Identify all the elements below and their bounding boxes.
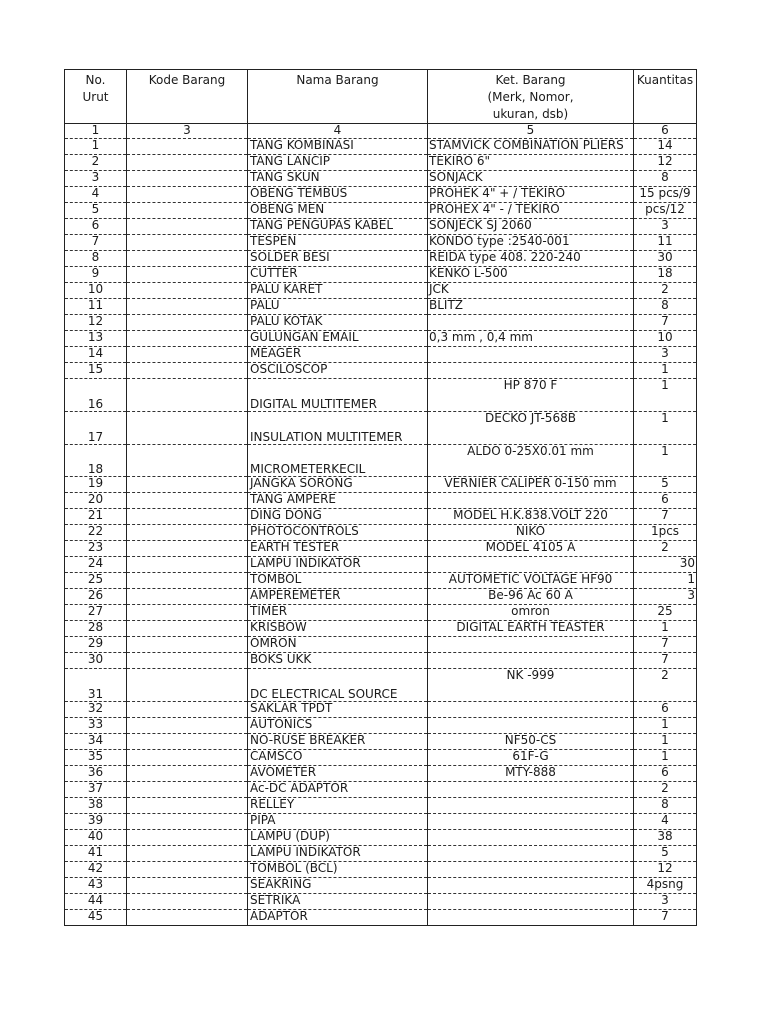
cell-no: 16 bbox=[65, 379, 127, 412]
cell-no: 15 bbox=[65, 363, 127, 379]
table-row bbox=[65, 493, 697, 509]
table-row bbox=[65, 509, 697, 525]
cell-no: 38 bbox=[65, 798, 127, 814]
cell-no: 12 bbox=[65, 315, 127, 331]
table-row bbox=[65, 830, 697, 846]
cell-nama: PALU KARET bbox=[248, 283, 428, 299]
table-row bbox=[65, 910, 697, 926]
cell-ket: STAMVICK COMBINATION PLIERS bbox=[428, 139, 634, 155]
header-ket-line1: Ket. Barang bbox=[495, 73, 566, 87]
cell-no: 45 bbox=[65, 910, 127, 926]
colnum-5: 5 bbox=[428, 124, 634, 139]
cell-nama: PIPA bbox=[248, 814, 428, 830]
cell-ket: HP 870 F bbox=[428, 379, 634, 412]
cell-nama: PALU bbox=[248, 299, 428, 315]
table-row bbox=[65, 171, 697, 187]
cell-nama: TOMBOL bbox=[248, 573, 428, 589]
cell-nama: AMPEREMETER bbox=[248, 589, 428, 605]
cell-kode bbox=[127, 283, 248, 299]
table-row bbox=[65, 669, 697, 702]
cell-nama: INSULATION MULTITEMER bbox=[248, 412, 428, 445]
cell-ket: 61F-G bbox=[428, 750, 634, 766]
cell-kode bbox=[127, 379, 248, 412]
cell-nama: CUTTER bbox=[248, 267, 428, 283]
cell-kuantitas: 4 bbox=[634, 814, 697, 830]
cell-nama: TANG AMPERE bbox=[248, 493, 428, 509]
cell-no: 1 bbox=[65, 139, 127, 155]
table-row bbox=[65, 750, 697, 766]
table-row bbox=[65, 267, 697, 283]
cell-kuantitas: 7 bbox=[634, 315, 697, 331]
cell-nama: LAMPU INDIKATOR bbox=[248, 846, 428, 862]
cell-no: 37 bbox=[65, 782, 127, 798]
cell-nama: NO-RUSE BREAKER bbox=[248, 734, 428, 750]
cell-no: 43 bbox=[65, 878, 127, 894]
inventory-table bbox=[64, 69, 697, 926]
cell-ket: Be-96 Ac 60 A bbox=[428, 589, 634, 605]
table-row bbox=[65, 557, 697, 573]
cell-ket: DECKO JT-568B bbox=[428, 412, 634, 445]
header-nama-label: Nama Barang bbox=[296, 73, 379, 87]
cell-nama: TESPEN bbox=[248, 235, 428, 251]
cell-no: 10 bbox=[65, 283, 127, 299]
cell-kode bbox=[127, 605, 248, 621]
table-row bbox=[65, 589, 697, 605]
cell-kode bbox=[127, 637, 248, 653]
cell-kode bbox=[127, 541, 248, 557]
header-kode-label: Kode Barang bbox=[148, 73, 226, 87]
cell-no: 4 bbox=[65, 187, 127, 203]
cell-ket bbox=[428, 846, 634, 862]
cell-ket bbox=[428, 798, 634, 814]
cell-kuantitas: 18 bbox=[634, 267, 697, 283]
cell-kuantitas: 3 bbox=[634, 347, 697, 363]
cell-nama: CAMSCO bbox=[248, 750, 428, 766]
cell-kode bbox=[127, 653, 248, 669]
table-row bbox=[65, 235, 697, 251]
cell-kuantitas: 1pcs bbox=[634, 525, 697, 541]
cell-kode bbox=[127, 315, 248, 331]
cell-kuantitas: 30 bbox=[634, 251, 697, 267]
cell-kode bbox=[127, 347, 248, 363]
cell-nama: TOMBOL (BCL) bbox=[248, 862, 428, 878]
header-kuantitas bbox=[634, 70, 697, 124]
cell-nama: TANG KOMBINASI bbox=[248, 139, 428, 155]
cell-kode bbox=[127, 363, 248, 379]
cell-nama: GULUNGAN EMAIL bbox=[248, 331, 428, 347]
cell-ket: 0,3 mm , 0,4 mm bbox=[428, 331, 634, 347]
table-row bbox=[65, 862, 697, 878]
cell-kode bbox=[127, 910, 248, 926]
cell-nama: TANG LANCIP bbox=[248, 155, 428, 171]
table-row bbox=[65, 299, 697, 315]
cell-ket bbox=[428, 637, 634, 653]
cell-kode bbox=[127, 203, 248, 219]
cell-kode bbox=[127, 267, 248, 283]
cell-no: 2 bbox=[65, 155, 127, 171]
cell-no: 36 bbox=[65, 766, 127, 782]
cell-kuantitas: 8 bbox=[634, 798, 697, 814]
cell-no: 19 bbox=[65, 477, 127, 493]
cell-no: 35 bbox=[65, 750, 127, 766]
cell-kode bbox=[127, 155, 248, 171]
cell-kode bbox=[127, 830, 248, 846]
table-row bbox=[65, 798, 697, 814]
cell-kode bbox=[127, 782, 248, 798]
table-row bbox=[65, 283, 697, 299]
cell-kode bbox=[127, 477, 248, 493]
cell-kuantitas: 15 pcs/9 bbox=[634, 187, 697, 203]
cell-nama: OMRON bbox=[248, 637, 428, 653]
cell-ket: SONJACK bbox=[428, 171, 634, 187]
header-kode bbox=[127, 70, 248, 124]
cell-ket bbox=[428, 702, 634, 718]
cell-nama: JANGKA SORONG bbox=[248, 477, 428, 493]
cell-ket bbox=[428, 782, 634, 798]
cell-ket: REIDA type 408. 220-240 bbox=[428, 251, 634, 267]
cell-no: 14 bbox=[65, 347, 127, 363]
cell-kuantitas: 2 bbox=[634, 283, 697, 299]
cell-kode bbox=[127, 219, 248, 235]
column-number-row bbox=[65, 124, 697, 139]
cell-kuantitas: 6 bbox=[634, 766, 697, 782]
table-row bbox=[65, 477, 697, 493]
cell-kode bbox=[127, 669, 248, 702]
cell-kuantitas: pcs/12 bbox=[634, 203, 697, 219]
table-row bbox=[65, 653, 697, 669]
cell-nama: SETRIKA bbox=[248, 894, 428, 910]
cell-kode bbox=[127, 493, 248, 509]
cell-nama: RELLEY bbox=[248, 798, 428, 814]
table-row bbox=[65, 155, 697, 171]
cell-no: 9 bbox=[65, 267, 127, 283]
cell-no: 11 bbox=[65, 299, 127, 315]
cell-ket bbox=[428, 315, 634, 331]
header-kuantitas-label: Kuantitas bbox=[636, 73, 694, 87]
cell-kode bbox=[127, 750, 248, 766]
table-row bbox=[65, 718, 697, 734]
cell-nama: TIMER bbox=[248, 605, 428, 621]
table-row bbox=[65, 139, 697, 155]
header-ket-line2: (Merk, Nomor, bbox=[487, 90, 574, 104]
cell-kuantitas: 30 bbox=[634, 557, 697, 573]
cell-kode bbox=[127, 589, 248, 605]
cell-nama: MICROMETERKECIL bbox=[248, 445, 428, 477]
table-row bbox=[65, 363, 697, 379]
cell-no: 42 bbox=[65, 862, 127, 878]
cell-kode bbox=[127, 702, 248, 718]
colnum-3: 3 bbox=[127, 124, 248, 139]
cell-no: 26 bbox=[65, 589, 127, 605]
cell-kode bbox=[127, 878, 248, 894]
cell-nama: EARTH TESTER bbox=[248, 541, 428, 557]
cell-no: 32 bbox=[65, 702, 127, 718]
cell-kode bbox=[127, 139, 248, 155]
table-row bbox=[65, 846, 697, 862]
cell-kode bbox=[127, 814, 248, 830]
cell-no: 31 bbox=[65, 669, 127, 702]
cell-no: 25 bbox=[65, 573, 127, 589]
table-row bbox=[65, 702, 697, 718]
cell-kuantitas: 7 bbox=[634, 910, 697, 926]
cell-no: 5 bbox=[65, 203, 127, 219]
cell-nama: OSCILOSCOP bbox=[248, 363, 428, 379]
cell-kuantitas: 8 bbox=[634, 299, 697, 315]
cell-ket: VERNIER CALIPER 0-150 mm bbox=[428, 477, 634, 493]
cell-kuantitas: 3 bbox=[634, 894, 697, 910]
table-row bbox=[65, 782, 697, 798]
cell-no: 40 bbox=[65, 830, 127, 846]
cell-kode bbox=[127, 187, 248, 203]
cell-kode bbox=[127, 846, 248, 862]
cell-ket bbox=[428, 878, 634, 894]
cell-ket: NIKO bbox=[428, 525, 634, 541]
cell-nama: PALU KOTAK bbox=[248, 315, 428, 331]
cell-nama: SAKLAR TPDT bbox=[248, 702, 428, 718]
table-row bbox=[65, 621, 697, 637]
cell-ket: PROHEK 4" + / TEKIRO bbox=[428, 187, 634, 203]
cell-ket bbox=[428, 910, 634, 926]
table-row bbox=[65, 734, 697, 750]
cell-kuantitas: 38 bbox=[634, 830, 697, 846]
cell-no: 30 bbox=[65, 653, 127, 669]
cell-ket: SONJECK SJ 2060 bbox=[428, 219, 634, 235]
table-row bbox=[65, 878, 697, 894]
cell-ket: KONDO type :2540-001 bbox=[428, 235, 634, 251]
cell-ket bbox=[428, 830, 634, 846]
table-row bbox=[65, 445, 697, 477]
cell-nama: BOKS UKK bbox=[248, 653, 428, 669]
table-row bbox=[65, 573, 697, 589]
cell-no: 13 bbox=[65, 331, 127, 347]
table-row bbox=[65, 347, 697, 363]
cell-nama: TANG SKUN bbox=[248, 171, 428, 187]
table-row bbox=[65, 315, 697, 331]
cell-nama: ADAPTOR bbox=[248, 910, 428, 926]
cell-nama: LAMPU INDIKATOR bbox=[248, 557, 428, 573]
cell-ket: NF50-CS bbox=[428, 734, 634, 750]
cell-kode bbox=[127, 299, 248, 315]
cell-kode bbox=[127, 445, 248, 477]
cell-kuantitas: 12 bbox=[634, 155, 697, 171]
header-ket bbox=[428, 70, 634, 124]
cell-ket bbox=[428, 557, 634, 573]
cell-nama: LAMPU (DUP) bbox=[248, 830, 428, 846]
header-no bbox=[65, 70, 127, 124]
cell-nama: MEAGER bbox=[248, 347, 428, 363]
cell-kuantitas: 7 bbox=[634, 637, 697, 653]
cell-nama: AVOMETER bbox=[248, 766, 428, 782]
cell-ket bbox=[428, 862, 634, 878]
cell-no: 44 bbox=[65, 894, 127, 910]
cell-kode bbox=[127, 412, 248, 445]
cell-kode bbox=[127, 718, 248, 734]
table-row bbox=[65, 766, 697, 782]
cell-no: 41 bbox=[65, 846, 127, 862]
table-row bbox=[65, 379, 697, 412]
header-no-line1: No. bbox=[85, 73, 106, 87]
cell-ket: TEKIRO 6" bbox=[428, 155, 634, 171]
cell-no: 21 bbox=[65, 509, 127, 525]
cell-nama: DC ELECTRICAL SOURCE bbox=[248, 669, 428, 702]
table-row bbox=[65, 187, 697, 203]
cell-nama: PHOTOCONTROLS bbox=[248, 525, 428, 541]
cell-kode bbox=[127, 509, 248, 525]
table-row bbox=[65, 219, 697, 235]
cell-kode bbox=[127, 557, 248, 573]
table-row bbox=[65, 637, 697, 653]
cell-nama: AUTONICS bbox=[248, 718, 428, 734]
cell-nama: Ac-DC ADAPTOR bbox=[248, 782, 428, 798]
cell-ket: AUTOMETIC VOLTAGE HF90 bbox=[428, 573, 634, 589]
cell-kuantitas: 7 bbox=[634, 653, 697, 669]
cell-kuantitas: 1 bbox=[634, 718, 697, 734]
table-row bbox=[65, 525, 697, 541]
table-row bbox=[65, 412, 697, 445]
cell-ket: NK -999 bbox=[428, 669, 634, 702]
cell-kode bbox=[127, 798, 248, 814]
cell-ket: omron bbox=[428, 605, 634, 621]
table-row bbox=[65, 541, 697, 557]
cell-ket: ALDO 0-25X0.01 mm bbox=[428, 445, 634, 477]
cell-kuantitas: 1 bbox=[634, 734, 697, 750]
cell-kuantitas: 1 bbox=[634, 412, 697, 445]
cell-kuantitas: 4psng bbox=[634, 878, 697, 894]
cell-kuantitas: 10 bbox=[634, 331, 697, 347]
cell-ket bbox=[428, 718, 634, 734]
cell-nama: OBENG TEMBUS bbox=[248, 187, 428, 203]
cell-no: 17 bbox=[65, 412, 127, 445]
cell-nama: OBENG MEN bbox=[248, 203, 428, 219]
cell-no: 18 bbox=[65, 445, 127, 477]
cell-no: 34 bbox=[65, 734, 127, 750]
table-row bbox=[65, 331, 697, 347]
cell-kuantitas: 1 bbox=[634, 573, 697, 589]
cell-kode bbox=[127, 331, 248, 347]
cell-no: 6 bbox=[65, 219, 127, 235]
cell-kuantitas: 2 bbox=[634, 669, 697, 702]
cell-no: 24 bbox=[65, 557, 127, 573]
cell-kode bbox=[127, 525, 248, 541]
cell-kode bbox=[127, 251, 248, 267]
cell-ket: MODEL H.K.838.VOLT 220 bbox=[428, 509, 634, 525]
cell-no: 22 bbox=[65, 525, 127, 541]
header-row bbox=[65, 70, 697, 124]
cell-ket bbox=[428, 894, 634, 910]
cell-kuantitas: 3 bbox=[634, 589, 697, 605]
cell-ket bbox=[428, 493, 634, 509]
cell-ket: KENKO L-500 bbox=[428, 267, 634, 283]
table-row bbox=[65, 251, 697, 267]
cell-no: 39 bbox=[65, 814, 127, 830]
cell-no: 28 bbox=[65, 621, 127, 637]
cell-kode bbox=[127, 862, 248, 878]
cell-kode bbox=[127, 171, 248, 187]
colnum-6: 6 bbox=[634, 124, 697, 139]
cell-nama: DING DONG bbox=[248, 509, 428, 525]
cell-no: 33 bbox=[65, 718, 127, 734]
cell-no: 29 bbox=[65, 637, 127, 653]
cell-ket bbox=[428, 814, 634, 830]
header-nama bbox=[248, 70, 428, 124]
cell-ket: BLITZ bbox=[428, 299, 634, 315]
cell-kuantitas: 6 bbox=[634, 702, 697, 718]
cell-nama: DIGITAL MULTITEMER bbox=[248, 379, 428, 412]
cell-kode bbox=[127, 621, 248, 637]
cell-kuantitas: 5 bbox=[634, 477, 697, 493]
cell-ket: MODEL 4105 A bbox=[428, 541, 634, 557]
colnum-1: 1 bbox=[65, 124, 127, 139]
cell-nama: KRISBOW bbox=[248, 621, 428, 637]
cell-kuantitas: 12 bbox=[634, 862, 697, 878]
cell-kuantitas: 3 bbox=[634, 219, 697, 235]
cell-kuantitas: 1 bbox=[634, 445, 697, 477]
cell-nama: SEAKRING bbox=[248, 878, 428, 894]
colnum-4: 4 bbox=[248, 124, 428, 139]
table-row bbox=[65, 814, 697, 830]
cell-kuantitas: 6 bbox=[634, 493, 697, 509]
cell-no: 7 bbox=[65, 235, 127, 251]
cell-kuantitas: 1 bbox=[634, 750, 697, 766]
table-row bbox=[65, 605, 697, 621]
cell-kode bbox=[127, 734, 248, 750]
cell-nama: TANG PENGUPAS KABEL bbox=[248, 219, 428, 235]
cell-ket bbox=[428, 653, 634, 669]
cell-kuantitas: 5 bbox=[634, 846, 697, 862]
cell-no: 23 bbox=[65, 541, 127, 557]
cell-no: 20 bbox=[65, 493, 127, 509]
cell-kuantitas: 1 bbox=[634, 621, 697, 637]
cell-kuantitas: 11 bbox=[634, 235, 697, 251]
cell-ket bbox=[428, 363, 634, 379]
cell-kuantitas: 25 bbox=[634, 605, 697, 621]
header-no-line2: Urut bbox=[82, 90, 109, 104]
cell-no: 3 bbox=[65, 171, 127, 187]
cell-kode bbox=[127, 573, 248, 589]
cell-ket: DIGITAL EARTH TEASTER bbox=[428, 621, 634, 637]
cell-kode bbox=[127, 235, 248, 251]
cell-kode bbox=[127, 894, 248, 910]
table-row bbox=[65, 203, 697, 219]
cell-kuantitas: 1 bbox=[634, 363, 697, 379]
cell-ket: JCK bbox=[428, 283, 634, 299]
cell-kuantitas: 8 bbox=[634, 171, 697, 187]
cell-no: 27 bbox=[65, 605, 127, 621]
cell-kode bbox=[127, 766, 248, 782]
cell-kuantitas: 2 bbox=[634, 541, 697, 557]
cell-no: 8 bbox=[65, 251, 127, 267]
header-ket-line3: ukuran, dsb) bbox=[492, 107, 569, 121]
cell-kuantitas: 7 bbox=[634, 509, 697, 525]
cell-kuantitas: 2 bbox=[634, 782, 697, 798]
cell-kuantitas: 14 bbox=[634, 139, 697, 155]
table-row bbox=[65, 894, 697, 910]
cell-kuantitas: 1 bbox=[634, 379, 697, 412]
cell-nama: SOLDER BESI bbox=[248, 251, 428, 267]
cell-ket bbox=[428, 347, 634, 363]
cell-ket: PROHEX 4" - / TEKIRO bbox=[428, 203, 634, 219]
cell-ket: MTY-888 bbox=[428, 766, 634, 782]
